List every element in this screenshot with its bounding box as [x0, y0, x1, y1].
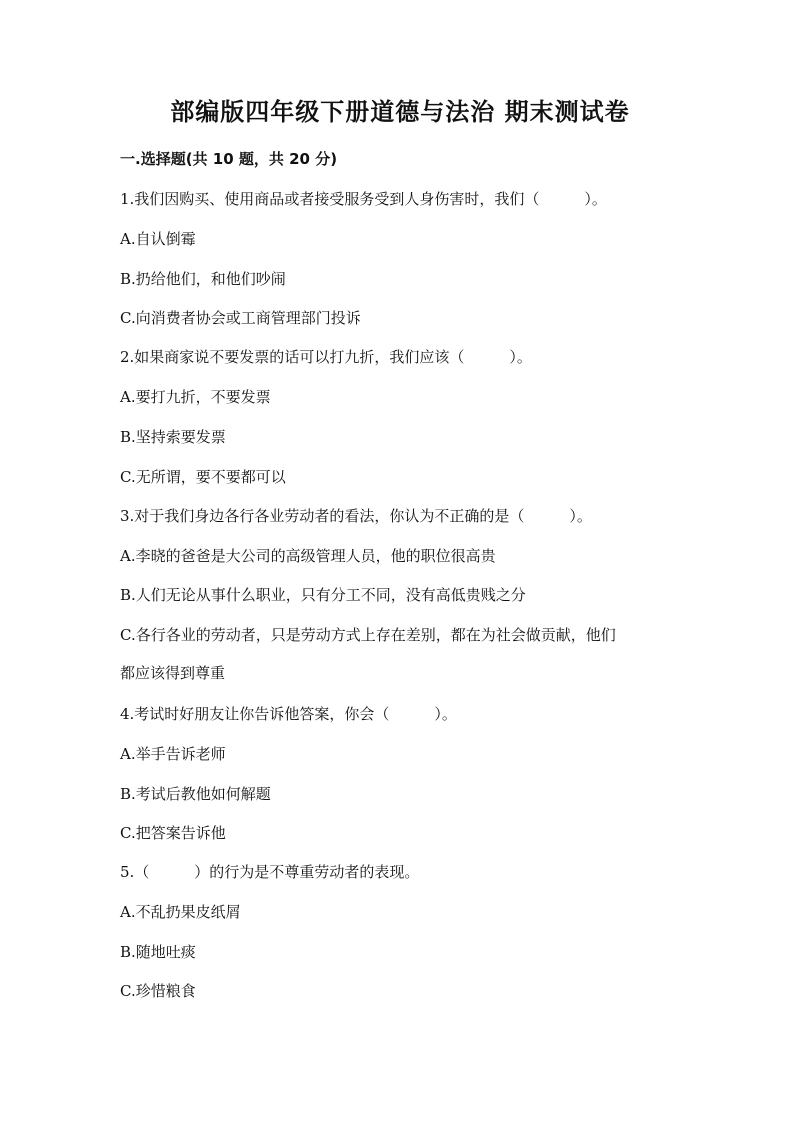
question-3-option-a: A.李晓的爸爸是大公司的高级管理人员，他的职位很高贵 — [120, 547, 496, 565]
question-5-stem: 5.（ ）的行为是不尊重劳动者的表现。 — [120, 863, 420, 881]
question-3-stem: 3.对于我们身边各行各业劳动者的看法，你认为不正确的是（ ）。 — [120, 507, 592, 525]
question-3-option-c: C.各行各业的劳动者，只是劳动方式上存在差别，都在为社会做贡献，他们 — [120, 626, 616, 644]
question-1-option-c: C.向消费者协会或工商管理部门投诉 — [120, 309, 361, 327]
question-5-option-b: B.随地吐痰 — [120, 943, 196, 961]
question-4-stem: 4.考试时好朋友让你告诉他答案，你会（ ）。 — [120, 705, 457, 723]
question-2-option-b: B.坚持索要发票 — [120, 428, 226, 446]
question-3-option-b: B.人们无论从事什么职业，只有分工不同，没有高低贵贱之分 — [120, 586, 526, 604]
section-heading: 一.选择题(共 10 题，共 20 分) — [120, 150, 338, 168]
question-2-option-a: A.要打九折，不要发票 — [120, 388, 271, 406]
question-4-option-c: C.把答案告诉他 — [120, 824, 226, 842]
question-4-option-a: A.举手告诉老师 — [120, 745, 226, 763]
question-3-option-c-continued: 都应该得到尊重 — [120, 664, 226, 682]
question-2-option-c: C.无所谓，要不要都可以 — [120, 468, 286, 486]
page-title: 部编版四年级下册道德与法治 期末测试卷 — [170, 97, 630, 126]
question-2-stem: 2.如果商家说不要发票的话可以打九折，我们应该（ ）。 — [120, 348, 532, 366]
question-5-option-c: C.珍惜粮食 — [120, 982, 196, 1000]
question-1-stem: 1.我们因购买、使用商品或者接受服务受到人身伤害时，我们（ ）。 — [120, 190, 607, 208]
question-5-option-a: A.不乱扔果皮纸屑 — [120, 903, 241, 921]
question-1-option-b: B.扔给他们，和他们吵闹 — [120, 270, 286, 288]
question-1-option-a: A.自认倒霉 — [120, 230, 196, 248]
question-4-option-b: B.考试后教他如何解题 — [120, 785, 271, 803]
